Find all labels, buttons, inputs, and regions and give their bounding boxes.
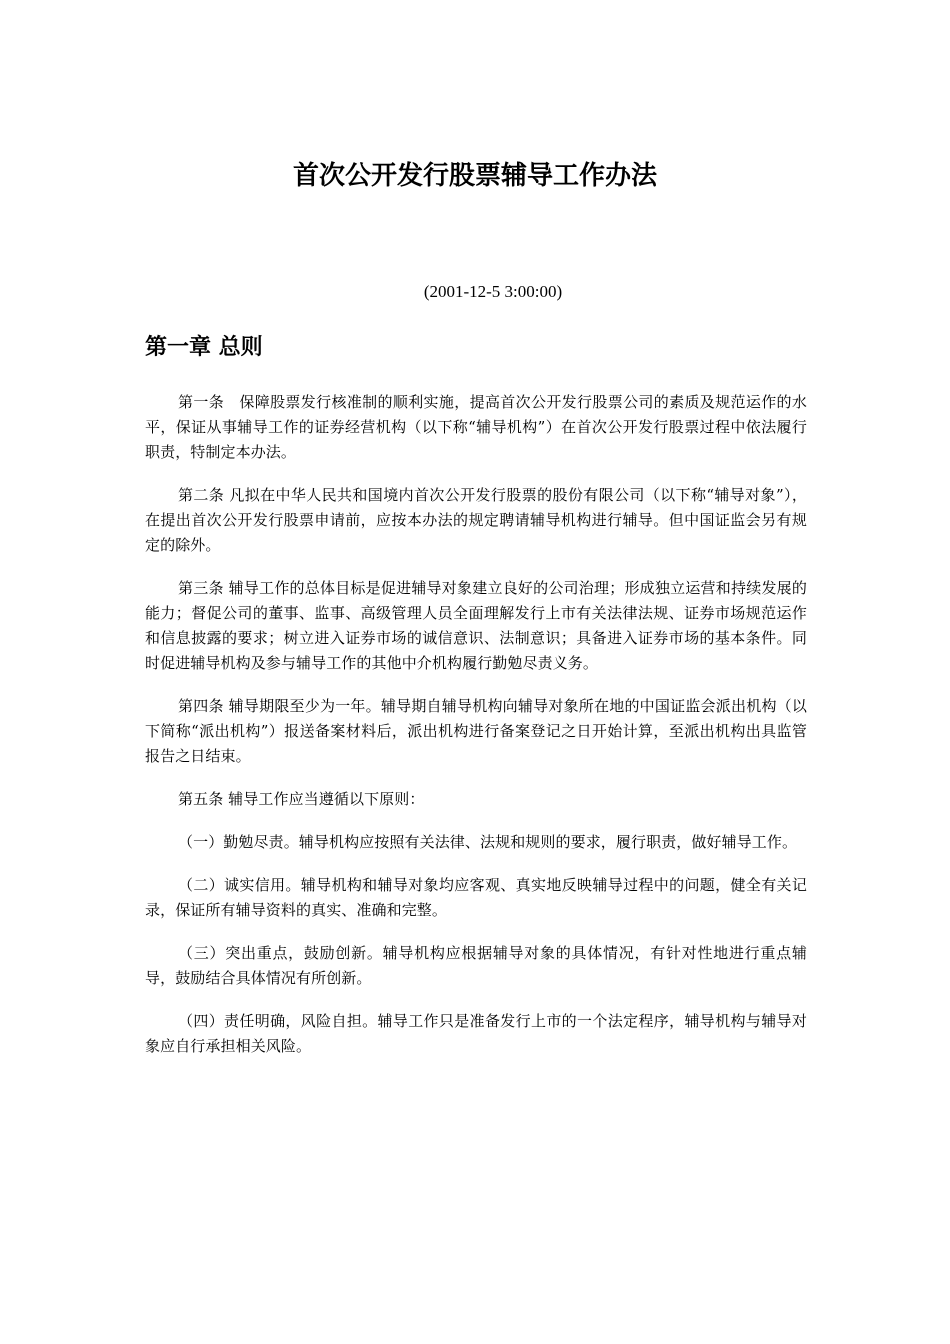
document-body — [145, 390, 807, 1077]
principle-4: （四）责任明确，风险自担。辅导工作只是准备发行上市的一个法定程序，辅导机构与辅导对象应自行承担相关风险。 — [145, 1012, 807, 1055]
article-5: 第五条 辅导工作应当遵循以下原则： — [178, 790, 425, 808]
principle-2: （二）诚实信用。辅导机构和辅导对象均应客观、真实地反映辅导过程中的问题，健全有关记录，保证所有辅导资料的真实、准确和完整。 — [145, 876, 807, 919]
article-4: 第四条 辅导期限至少为一年。辅导期自辅导机构向辅导对象所在地的中国证监会派出机构（以下简称“派出机构”）报送备案材料后，派出机构进行备案登记之日开始计算，至派出机构出具监管报告之日结束。 — [145, 697, 807, 765]
article-1: 第一条 保障股票发行核准制的顺利实施，提高首次公开发行股票公司的素质及规范运作的水平，保证从事辅导工作的证券经营机构（以下称“辅导机构”）在首次公开发行股票过程中依法履行职责，特制定本办法。 — [145, 393, 807, 461]
principle-1: （一）勤勉尽责。辅导机构应按照有关法律、法规和规则的要求，履行职责，做好辅导工作。 — [178, 833, 798, 851]
article-3: 第三条 辅导工作的总体目标是促进辅导对象建立良好的公司治理；形成独立运营和持续发展的能力；督促公司的董事、监事、高级管理人员全面理解发行上市有关法律法规、证券市场规范运作和信息披露的要求；树立进入证券市场的诚信意识、法制意识；具备进入证券市场的基本条件。同时促进辅导机构及参与辅导工作的其他中介机构履行勤勉尽责义务。 — [145, 579, 807, 672]
article-2: 第二条 凡拟在中华人民共和国境内首次公开发行股票的股份有限公司（以下称“辅导对象”），在提出首次公开发行股票申请前，应按本办法的规定聘请辅导机构进行辅导。但中国证监会另有规定的除外。 — [145, 486, 807, 554]
principle-3: （三）突出重点，鼓励创新。辅导机构应根据辅导对象的具体情况，有针对性地进行重点辅导，鼓励结合具体情况有所创新。 — [145, 944, 807, 987]
document-date: (2001-12-5 3:00:00) — [423, 282, 563, 301]
document-title: 首次公开发行股票辅导工作办法 — [292, 161, 657, 191]
chapter-heading: 第一章 总则 — [145, 335, 263, 360]
